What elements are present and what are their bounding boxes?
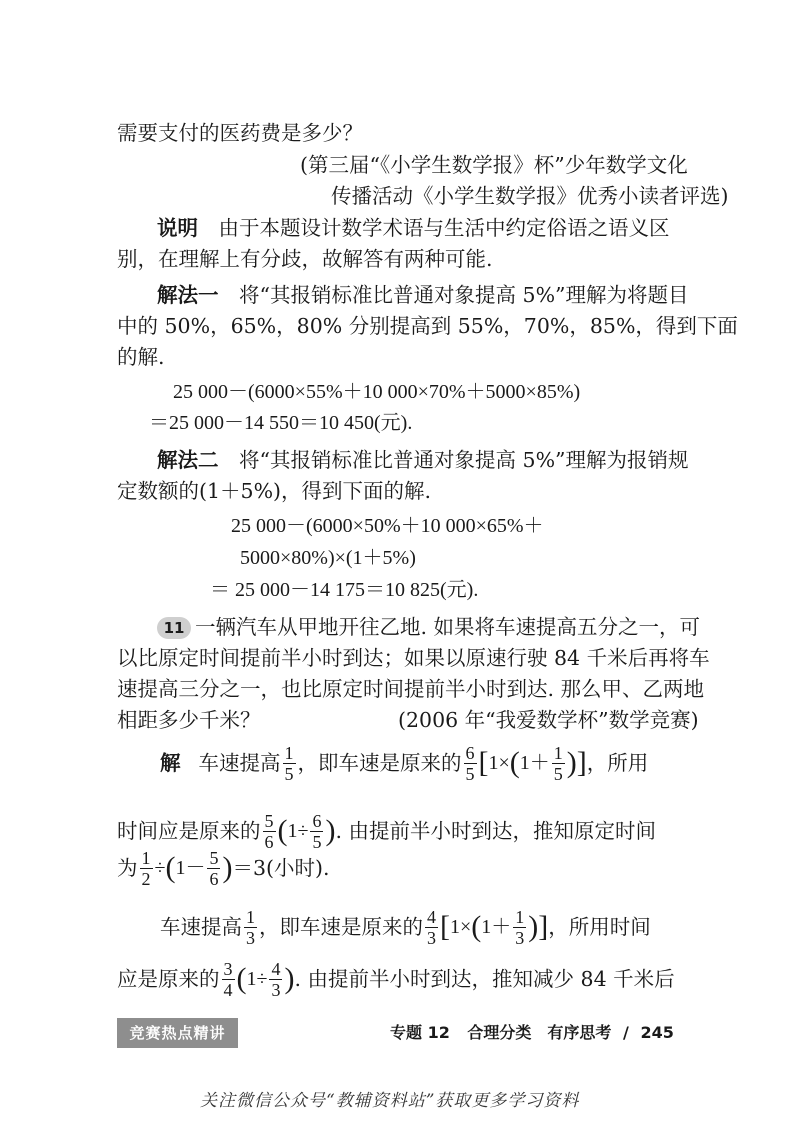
solution-text: . 由提前半小时到达，推知原定时间 [335, 819, 657, 843]
solution-line: 为 $\frac{1}{2}$ ÷ ( 1－ $\frac{5}{6}$ ) ＝3(小时). [117, 847, 330, 889]
footer-title: 合理分类 有序思考 [467, 1023, 612, 1042]
source-citation: (2006 年“我爱数学杯”数学竞赛) [398, 708, 699, 732]
solution-text: 车速提高 [198, 751, 281, 775]
method-two-text: 定数额的(1＋5%)，得到下面的解. [117, 479, 432, 503]
method-one-text: 的解. [117, 345, 165, 369]
watermark-text: 关注微信公众号“教辅资料站”获取更多学习资料 [200, 1091, 580, 1111]
fraction: $\frac{4}{3}$ [427, 906, 436, 948]
fraction: $\frac{1}{3}$ [515, 906, 525, 948]
method-one-label: 解法一 [157, 283, 219, 307]
method-two-text: 将“其报销标准比普通对象提高 5%”理解为报销规 [239, 448, 689, 472]
solution-text: 为 [117, 856, 138, 880]
solution-text: ，所用时间 [548, 915, 651, 939]
fraction: $\frac{5}{6}$ [264, 810, 274, 852]
method-one-text: 中的 50%，65%，80% 分别提高到 55%，70%，85%，得到下面 [117, 314, 738, 338]
solution-text: 时间应是原来的 [117, 819, 261, 843]
fraction: $\frac{1}{2}$ [141, 847, 151, 889]
method-two-label: 解法二 [157, 448, 219, 472]
solution-line: 应是原来的 $\frac{3}{4}$ ( 1÷ $\frac{4}{3}$ ) . 由提前半小时到达，推知减少 84 千米后 [117, 958, 675, 1000]
solution-text: . 由提前半小时到达，推知减少 84 千米后 [294, 967, 675, 991]
equation-line: 25 000－(6000×55%＋10 000×70%＋5000×85%) [173, 381, 581, 403]
equation-line: ＝ 25 000－14 175＝10 825(元). [210, 579, 479, 601]
fraction: $\frac{1}{5}$ [284, 742, 294, 784]
solution-label: 解 [160, 751, 181, 775]
footer-topic: 专题 12 [390, 1023, 450, 1042]
note-text: 由于本题设计数学术语与生活中约定俗语之语义区 [218, 216, 670, 240]
equation-line: ＝25 000－14 550＝10 450(元). [149, 412, 413, 434]
note-paragraph [157, 214, 670, 242]
equation-line: 25 000－(6000×50%＋10 000×65%＋ [231, 515, 544, 537]
note-label: 说明 [157, 216, 198, 240]
problem-text: 相距多少千米？ [117, 708, 261, 732]
fraction: $\frac{5}{6}$ [209, 847, 219, 889]
fraction: $\frac{4}{3}$ [271, 958, 281, 1000]
page-number: 245 [640, 1023, 674, 1042]
fraction: $\frac{3}{4}$ [223, 958, 233, 1000]
solution-text: ，即车速是原来的 [297, 751, 462, 775]
solution-text: ，所用 [586, 751, 649, 775]
equation-line: 5000×80%)×(1＋5%) [240, 547, 416, 569]
problem-text: 速提高三分之一，也比原定时间提前半小时到达. 那么甲、乙两地 [117, 677, 705, 701]
method-one [157, 281, 689, 309]
fraction: $\frac{1}{5}$ [553, 742, 563, 784]
method-one-text: 将“其报销标准比普通对象提高 5%”理解为将题目 [239, 283, 689, 307]
solution-text: 车速提高 [160, 915, 242, 939]
fraction: $\frac{6}{5}$ [312, 810, 322, 852]
note-text: 别，在理解上有分歧，故解答有两种可能. [117, 247, 493, 271]
text-line: 需要支付的医药费是多少？ [117, 121, 363, 145]
problem-text: 以比原定时间提前半小时到达；如果以原速行驶 84 千米后再将车 [117, 646, 710, 670]
page-footer [390, 1020, 674, 1043]
footer-separator: / [623, 1023, 629, 1042]
solution-line: 车速提高 $\frac{1}{3}$ ，即车速是原来的 $\frac{4}{3}$ [ 1× ( 1＋ $\frac{1}{3}$ ) ] ，所用时间 [160, 906, 651, 948]
source-citation: 传播活动《小学生数学报》优秀小读者评选) [331, 184, 729, 208]
problem-number-badge: 11 [157, 617, 191, 639]
source-citation: (第三届“《小学生数学报》杯”少年数学文化 [300, 153, 688, 177]
method-two [157, 446, 689, 474]
fraction: $\frac{1}{3}$ [246, 906, 255, 948]
footer-section-tag: 竞赛热点精讲 [117, 1018, 238, 1048]
solution-line: 解 车速提高 $\frac{1}{5}$ ，即车速是原来的 $\frac{6}{5}$ [ 1× ( 1＋ $\frac{1}{5}$ ) ] ，所用 [160, 742, 649, 784]
solution-text: 应是原来的 [117, 967, 220, 991]
solution-text: ，即车速是原来的 [259, 915, 423, 939]
solution-text: ＝3(小时). [232, 856, 330, 880]
problem-text: 一辆汽车从甲地开往乙地. 如果将车速提高五分之一，可 [195, 615, 701, 639]
problem-11 [157, 613, 700, 641]
solution-line: 时间应是原来的 $\frac{5}{6}$ ( 1÷ $\frac{6}{5}$ ) . 由提前半小时到达，推知原定时间 [117, 810, 657, 852]
fraction: $\frac{6}{5}$ [465, 742, 475, 784]
